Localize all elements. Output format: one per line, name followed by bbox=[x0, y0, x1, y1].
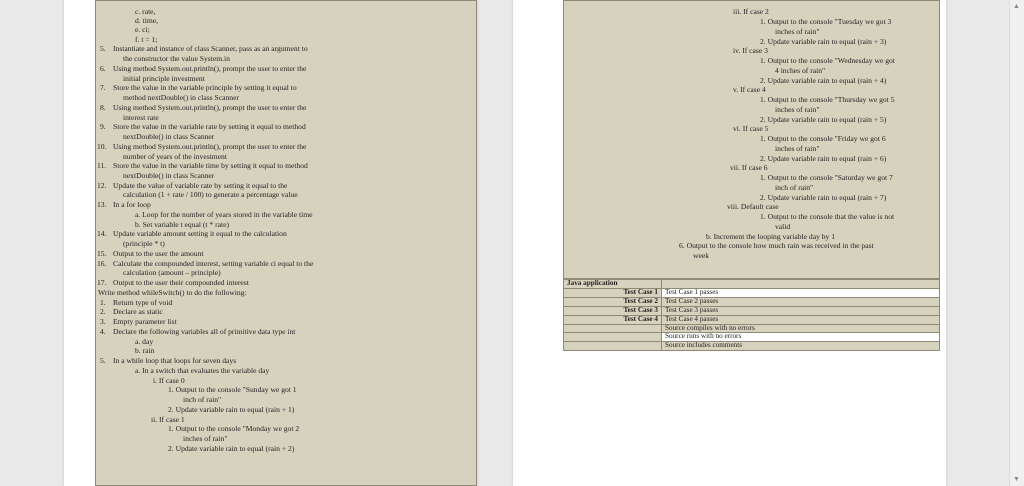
list-number: 11. bbox=[97, 161, 107, 170]
test-case-label: Test Case 3 bbox=[564, 306, 662, 315]
text-line: Write method whileSwitch() to do the following: bbox=[98, 288, 247, 297]
text-line: 1. Output to the console "Thursday we got 5 bbox=[760, 95, 895, 104]
text-line: e. ci; bbox=[135, 25, 150, 34]
list-number: 2. bbox=[100, 307, 106, 316]
text-line: Store the value in the variable rate by setting it equal to method bbox=[113, 122, 306, 131]
text-line: inches of rain" bbox=[775, 105, 820, 114]
table-row bbox=[564, 324, 940, 333]
text-line: calculation (1 + rate / 100) to generate a percentage value bbox=[123, 190, 298, 199]
text-line: 1. Output to the console "Monday we got 2 bbox=[168, 424, 300, 433]
text-line: inches of rain" bbox=[183, 434, 228, 443]
text-line: b. Set variable t equal (t * rate) bbox=[135, 220, 230, 229]
text-line: inches of rain" bbox=[775, 144, 820, 153]
test-case-result: Test Case 1 passes bbox=[662, 288, 940, 297]
test-case-label: Test Case 4 bbox=[564, 315, 662, 324]
text-line: Output to the user their compounded interest bbox=[113, 278, 249, 287]
text-line: a. day bbox=[135, 337, 154, 346]
table-row bbox=[564, 333, 940, 342]
table-row bbox=[564, 288, 940, 297]
test-case-result: Test Case 3 passes bbox=[662, 306, 940, 315]
text-line: 1. Output to the console "Friday we got 6 bbox=[760, 134, 886, 143]
text-line: Calculate the compounded interest, setting variable ci equal to the bbox=[113, 259, 314, 268]
text-line: i. If case 0 bbox=[153, 376, 185, 385]
vertical-scrollbar[interactable] bbox=[1009, 0, 1024, 486]
list-number: 5. bbox=[100, 44, 106, 53]
list-number: 12. bbox=[97, 181, 107, 190]
text-line: 2. Update variable rain to equal (rain + 3) bbox=[760, 37, 887, 46]
text-line: 1. Output to the console that the value is not bbox=[760, 212, 895, 221]
list-number: 10. bbox=[97, 142, 107, 151]
text-line: b. rain bbox=[135, 346, 155, 355]
text-line: 1. Output to the console "Wednesday we got bbox=[760, 56, 895, 65]
text-line: vii. If case 6 bbox=[730, 163, 768, 172]
test-case-label bbox=[564, 324, 662, 333]
list-number: 7. bbox=[100, 83, 106, 92]
text-line: valid bbox=[775, 222, 791, 231]
text-line: Declare as static bbox=[113, 307, 163, 316]
test-case-label: Test Case 2 bbox=[564, 297, 662, 306]
text-line: Using method System.out.println(), prompt the user to enter the bbox=[113, 142, 307, 151]
text-line: inch of rain" bbox=[183, 395, 222, 404]
text-line: Instantiate and instance of class Scanner, pass as an argument to bbox=[113, 44, 308, 53]
text-line: interest rate bbox=[123, 113, 159, 122]
text-line: 6. Output to the console how much rain was received in the past bbox=[679, 241, 874, 250]
text-line: Update variable amount setting it equal to the calculation bbox=[113, 229, 287, 238]
test-case-label bbox=[564, 333, 662, 342]
text-line: b. Increment the looping variable day by 1 bbox=[706, 232, 836, 241]
text-line: v. If case 4 bbox=[733, 85, 766, 94]
list-number: 15. bbox=[97, 249, 107, 258]
test-case-table bbox=[563, 279, 940, 351]
list-number: 14. bbox=[97, 229, 107, 238]
text-line: Using method System.out.println(), prompt the user to enter the bbox=[113, 64, 307, 73]
text-line: viii. Default case bbox=[727, 202, 779, 211]
list-number: 16. bbox=[97, 259, 107, 268]
text-line: c. rate, bbox=[135, 7, 156, 16]
text-line: 2. Update variable rain to equal (rain + 1) bbox=[168, 405, 295, 414]
text-line: 2. Update variable rain to equal (rain + 4) bbox=[760, 76, 887, 85]
table-row bbox=[564, 342, 940, 351]
text-line: Store the value in the variable time by setting it equal to method bbox=[113, 161, 308, 170]
text-line: calculation (amount – principle) bbox=[123, 268, 221, 277]
text-line: ii. If case 1 bbox=[151, 415, 185, 424]
list-number: 1. bbox=[100, 298, 106, 307]
list-number: 9. bbox=[100, 122, 106, 131]
test-case-result: Source runs with no errors bbox=[662, 333, 940, 342]
text-line: 2. Update variable rain to equal (rain + 6) bbox=[760, 154, 887, 163]
text-line: (principle * t) bbox=[123, 239, 165, 248]
test-case-result: Source includes comments bbox=[662, 342, 940, 351]
text-line: Output to the user the amount bbox=[113, 249, 204, 258]
text-line: 1. Output to the console "Tuesday we got 3 bbox=[760, 17, 892, 26]
text-line: inches of rain" bbox=[775, 27, 820, 36]
text-line: 1. Output to the console "Sunday we got 1 bbox=[168, 385, 297, 394]
text-line: 2. Update variable rain to equal (rain + 2) bbox=[168, 444, 295, 453]
text-line: week bbox=[693, 251, 710, 260]
text-line: 2. Update variable rain to equal (rain + 7) bbox=[760, 193, 887, 202]
table-row bbox=[564, 315, 940, 324]
text-line: method nextDouble() in class Scanner bbox=[123, 93, 239, 102]
text-line: inch of rain" bbox=[775, 183, 814, 192]
test-case-result: Test Case 2 passes bbox=[662, 297, 940, 306]
text-line: iii. If case 2 bbox=[733, 7, 769, 16]
text-line: Declare the following variables all of primitive data type int bbox=[113, 327, 296, 336]
text-line: nextDouble() in class Scanner bbox=[123, 171, 215, 180]
list-number: 4. bbox=[100, 327, 106, 336]
test-case-result: Test Case 4 passes bbox=[662, 315, 940, 324]
scroll-up-arrow-icon[interactable]: ▲ bbox=[1013, 2, 1020, 10]
test-case-label bbox=[564, 342, 662, 351]
text-line: a. In a switch that evaluates the variable day bbox=[135, 366, 270, 375]
text-line: initial principle investment bbox=[123, 74, 205, 83]
table-row bbox=[564, 306, 940, 315]
list-number: 5. bbox=[100, 356, 106, 365]
text-line: Using method System.out.println(), prompt the user to enter the bbox=[113, 103, 307, 112]
text-line: Empty parameter list bbox=[113, 317, 177, 326]
list-number: 3. bbox=[100, 317, 106, 326]
test-case-result: Source compiles with no errors bbox=[662, 324, 940, 333]
text-line: Return type of void bbox=[113, 298, 173, 307]
text-line: 4 inches of rain" bbox=[775, 66, 826, 75]
scroll-down-arrow-icon[interactable]: ▼ bbox=[1013, 475, 1020, 483]
text-line: d. time, bbox=[135, 16, 158, 25]
table-header-label: Java application bbox=[564, 280, 662, 289]
test-case-label: Test Case 1 bbox=[564, 288, 662, 297]
text-line: 2. Update variable rain to equal (rain + 5) bbox=[760, 115, 887, 124]
text-line: Update the value of variable rate by setting it equal to the bbox=[113, 181, 288, 190]
text-line: In a while loop that loops for seven days bbox=[113, 356, 237, 365]
list-number: 6. bbox=[100, 64, 106, 73]
text-line: 1. Output to the console "Saturday we got 7 bbox=[760, 173, 893, 182]
text-line: the constructor the value System.in bbox=[123, 54, 230, 63]
text-line: number of years of the investment bbox=[123, 152, 227, 161]
text-line: Store the value in the variable principle by setting it equal to bbox=[113, 83, 297, 92]
text-line: In a for loop bbox=[113, 200, 151, 209]
text-line: iv. If case 3 bbox=[733, 46, 768, 55]
table-row bbox=[564, 297, 940, 306]
text-line: vi. If case 5 bbox=[733, 124, 769, 133]
list-number: 8. bbox=[100, 103, 106, 112]
list-number: 17. bbox=[97, 278, 107, 287]
text-line: nextDouble() in class Scanner bbox=[123, 132, 215, 141]
text-line: f. t = 1; bbox=[135, 35, 158, 44]
list-number: 13. bbox=[97, 200, 107, 209]
text-line: a. Loop for the number of years stored in the variable time bbox=[135, 210, 313, 219]
